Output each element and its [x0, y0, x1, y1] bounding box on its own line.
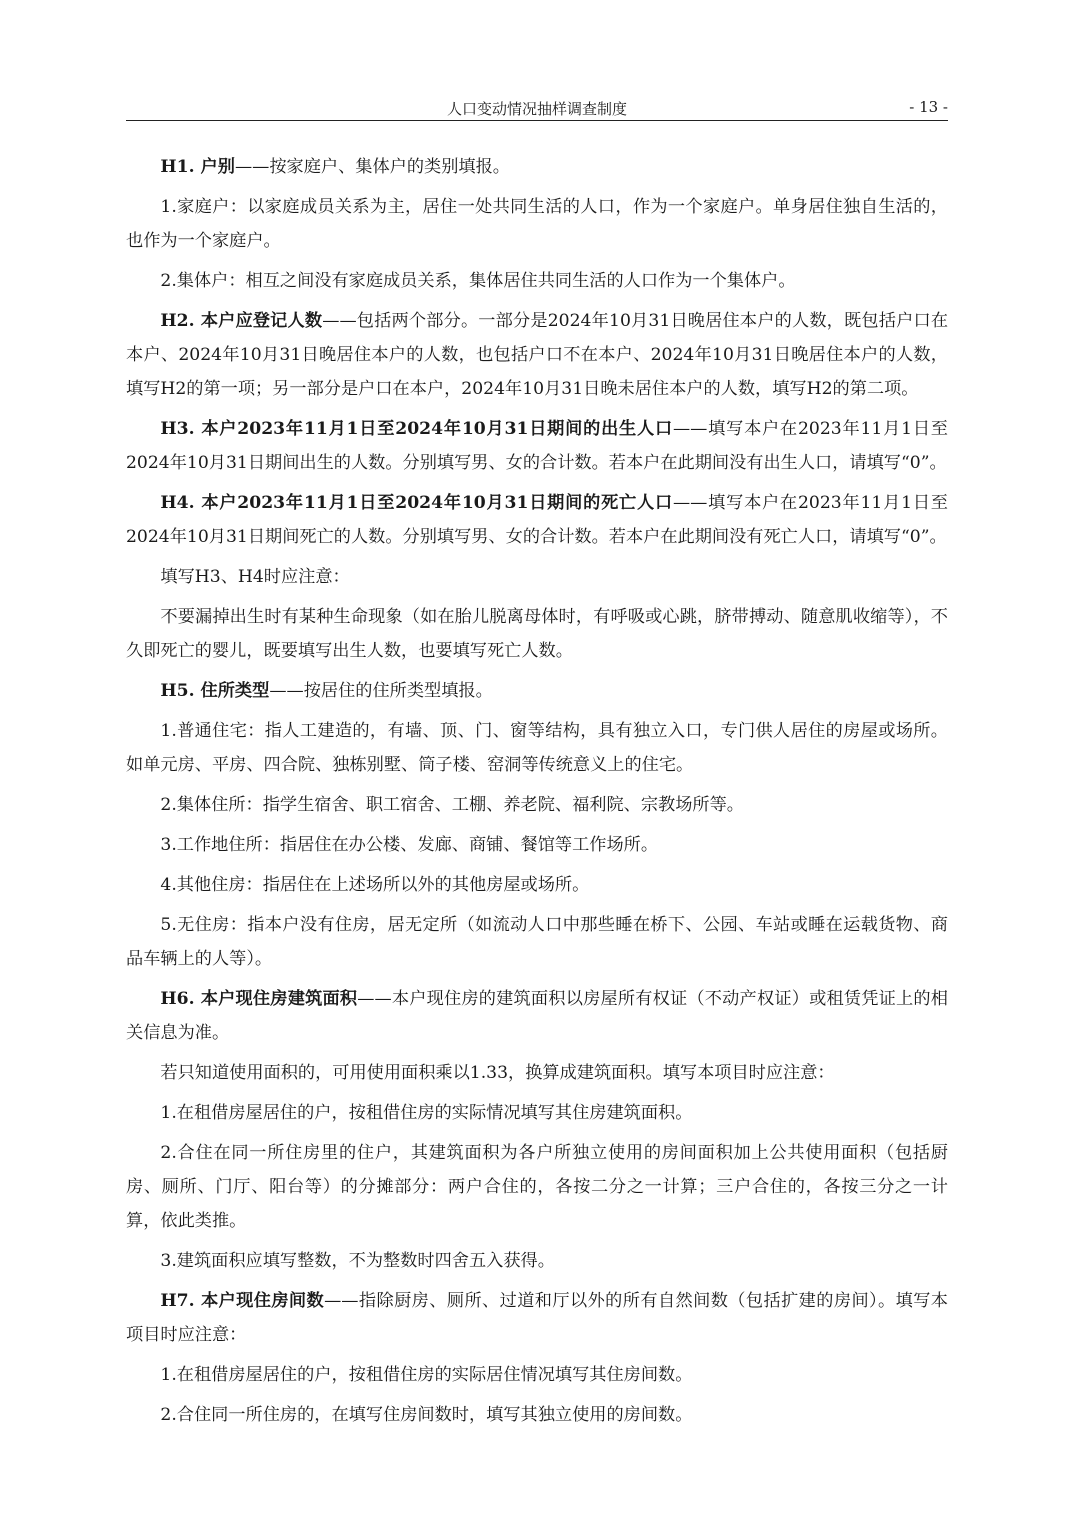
paragraph — [126, 1056, 948, 1090]
paragraph-text: 不要漏掉出生时有某种生命现象（如在胎儿脱离母体时，有呼吸或心跳，脐带搏动、随意肌收缩等），不久即死亡的婴儿，既要填写出生人数，也要填写死亡人数。 — [126, 607, 948, 661]
paragraph — [126, 1136, 948, 1238]
term-label: H5. 住所类型 — [160, 681, 270, 701]
term-label: H7. 本户现住房间数 — [160, 1291, 325, 1311]
paragraph — [126, 1244, 948, 1278]
paragraph-text: 若只知道使用面积的，可用使用面积乘以1.33，换算成建筑面积。填写本项目时应注意： — [160, 1063, 835, 1083]
paragraph-text: 1.家庭户：以家庭成员关系为主，居住一处共同生活的人口，作为一个家庭户。单身居住独自生活的，也作为一个家庭户。 — [126, 197, 948, 251]
paragraph-text: 填写H3、H4时应注意： — [160, 567, 350, 587]
paragraph-text: 1.在租借房屋居住的户，按租借住房的实际情况填写其住房建筑面积。 — [160, 1103, 693, 1123]
term-label: H4. 本户2023年11月1日至2024年10月31日期间的死亡人口 — [160, 493, 673, 513]
paragraph — [126, 560, 948, 594]
paragraph-text: 2.集体户：相互之间没有家庭成员关系，集体居住共同生活的人口作为一个集体户。 — [160, 271, 796, 291]
paragraph-text: ——包括两个部分。一部分是2024年10月31日晚居住本户的人数，既包括户口在本户、2024年10月31日晚居住本户的人数，也包括户口不在本户、2024年10月31日晚居住本户的人数，填写H2的第一项；另一部分是户口在本户，2024年10月31日晚未居住本户的人数，填写H2的第二项。 — [126, 311, 949, 399]
paragraph-h6 — [126, 982, 948, 1050]
paragraph-text: 2.合住同一所住房的，在填写住房间数时，填写其独立使用的房间数。 — [160, 1405, 693, 1425]
paragraph — [126, 868, 948, 902]
paragraph-text: 2.合住在同一所住房里的住户，其建筑面积为各户所独立使用的房间面积加上公共使用面积（包括厨房、厕所、门厅、阳台等）的分摊部分：两户合住的，各按二分之一计算；三户合住的，各按三分之一计算，依此类推。 — [126, 1143, 948, 1231]
paragraph — [126, 828, 948, 862]
paragraph — [126, 190, 948, 258]
paragraph-text: ——按家庭户、集体户的类别填报。 — [234, 157, 510, 177]
paragraph-h2 — [126, 304, 948, 406]
paragraph-text: 2.集体住所：指学生宿舍、职工宿舍、工棚、养老院、福利院、宗教场所等。 — [160, 795, 744, 815]
paragraph-text: 1.在租借房屋居住的户，按租借住房的实际居住情况填写其住房间数。 — [160, 1365, 693, 1385]
paragraph-text: ——填写本户在2023年11月1日至2024年10月31日期间出生的人数。分别填写男、女的合计数。若本户在此期间没有出生人口，请填写“0”。 — [126, 419, 948, 473]
paragraph-text: ——按居住的住所类型填报。 — [269, 681, 493, 701]
term-label: H6. 本户现住房建筑面积 — [160, 989, 358, 1009]
paragraph-h5 — [126, 674, 948, 708]
paragraph-h3 — [126, 412, 948, 480]
paragraph — [126, 264, 948, 298]
paragraph-text: ——本户现住房的建筑面积以房屋所有权证（不动产权证）或租赁凭证上的相关信息为准。 — [126, 989, 948, 1043]
paragraph — [126, 600, 948, 668]
paragraph-text: ——填写本户在2023年11月1日至2024年10月31日期间死亡的人数。分别填写男、女的合计数。若本户在此期间没有死亡人口，请填写“0”。 — [126, 493, 948, 547]
paragraph-text: 3.工作地住所：指居住在办公楼、发廊、商铺、餐馆等工作场所。 — [160, 835, 659, 855]
paragraph — [126, 1096, 948, 1130]
paragraph — [126, 1358, 948, 1392]
document-body — [126, 150, 948, 1438]
paragraph-h1 — [126, 150, 948, 184]
paragraph — [126, 908, 948, 976]
term-label: H3. 本户2023年11月1日至2024年10月31日期间的出生人口 — [160, 419, 673, 439]
paragraph — [126, 1398, 948, 1432]
page-header — [126, 96, 948, 121]
paragraph — [126, 788, 948, 822]
paragraph-text: 1.普通住宅：指人工建造的，有墙、顶、门、窗等结构，具有独立入口，专门供人居住的房屋或场所。如单元房、平房、四合院、独栋别墅、筒子楼、窑洞等传统意义上的住宅。 — [126, 721, 948, 775]
paragraph-h4 — [126, 486, 948, 554]
paragraph-text: 4.其他住房：指居住在上述场所以外的其他房屋或场所。 — [160, 875, 590, 895]
paragraph-text: 5.无住房：指本户没有住房，居无定所（如流动人口中那些睡在桥下、公园、车站或睡在运载货物、商品车辆上的人等）。 — [126, 915, 948, 969]
term-label: H2. 本户应登记人数 — [160, 311, 323, 331]
paragraph-text: ——指除厨房、厕所、过道和厅以外的所有自然间数（包括扩建的房间）。填写本项目时应注意： — [126, 1291, 948, 1345]
page-number: - 13 - — [909, 98, 948, 116]
paragraph-text: 3.建筑面积应填写整数，不为整数时四舍五入获得。 — [160, 1251, 555, 1271]
header-title: 人口变动情况抽样调查制度 — [446, 100, 627, 118]
paragraph — [126, 714, 948, 782]
paragraph-h7 — [126, 1284, 948, 1352]
term-label: H1. 户别 — [160, 157, 235, 177]
